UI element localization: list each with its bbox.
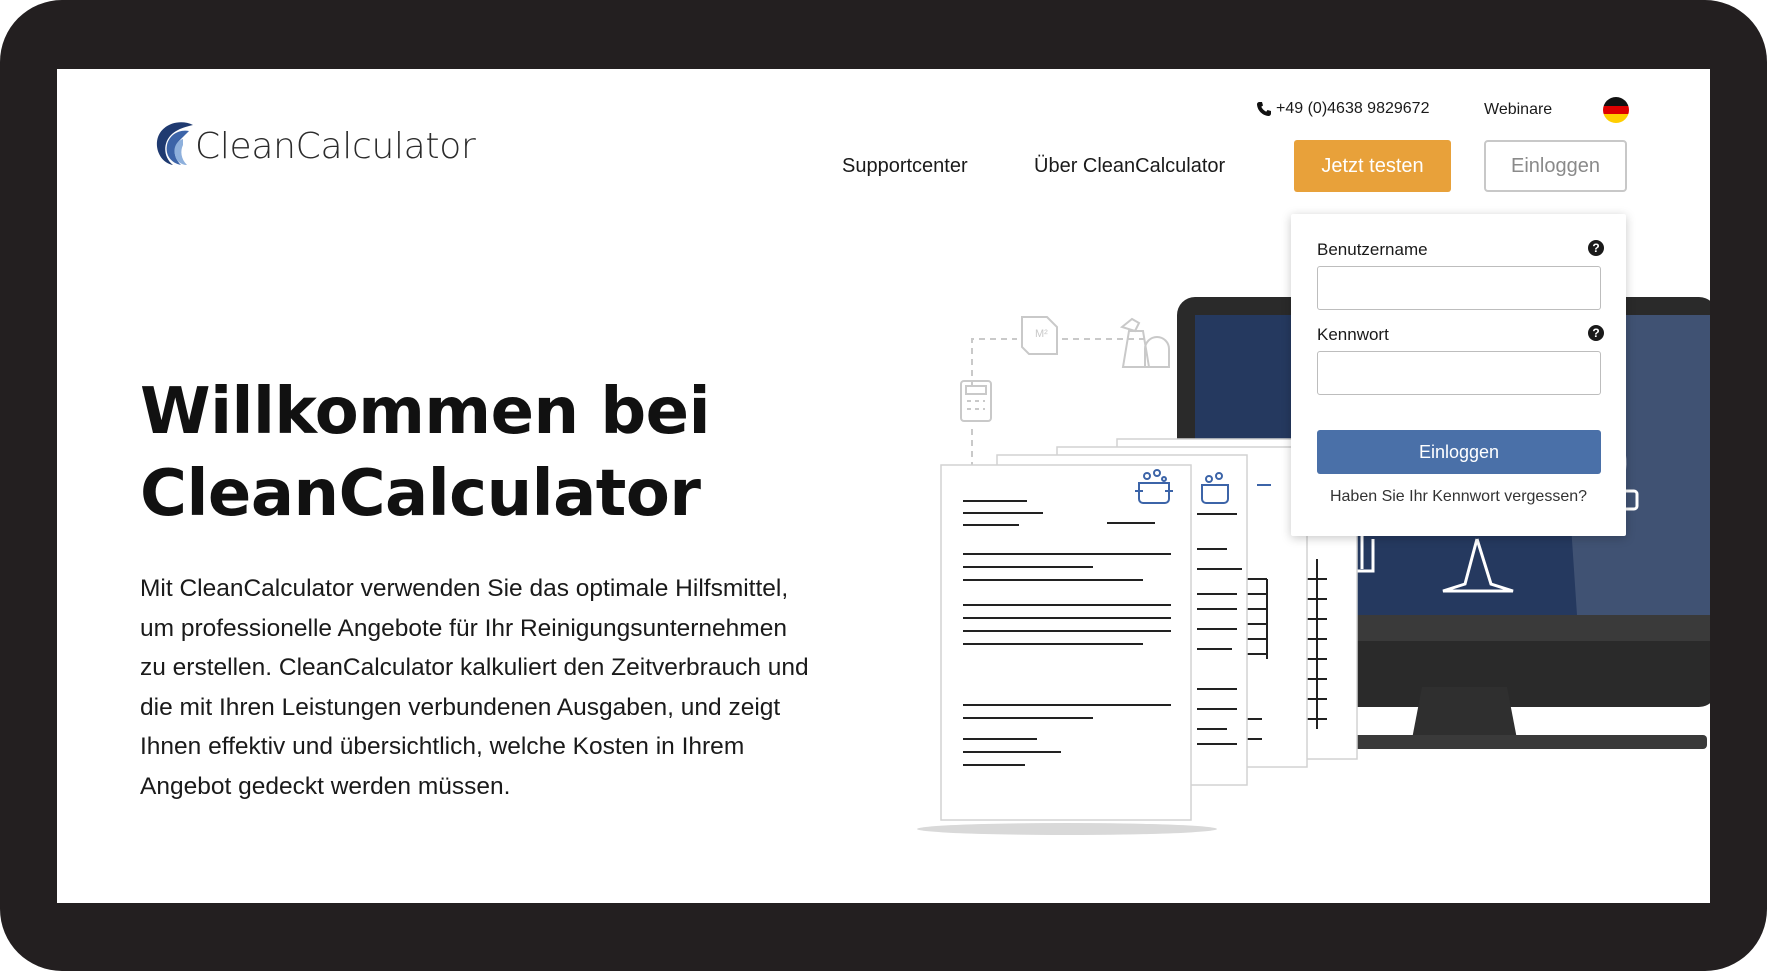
phone-icon <box>1256 101 1272 117</box>
hero-text-line: zu erstellen. CleanCalculator kalkuliert den Zeitverbrauch und <box>140 654 809 681</box>
login-toggle-button[interactable]: Einloggen <box>1484 140 1627 192</box>
svg-text:M²: M² <box>1035 328 1048 340</box>
hero-text-line: um professionelle Angebote für Ihr Reinigungsunternehmen <box>140 614 787 642</box>
try-now-button[interactable]: Jetzt testen <box>1294 140 1451 192</box>
brand-logo[interactable] <box>153 119 476 179</box>
forgot-password-link[interactable]: Haben Sie Ihr Kennwort vergessen? <box>1329 488 1588 505</box>
phone-number: +49 (0)4638 9829672 <box>1276 100 1430 117</box>
hero-title <box>140 371 840 535</box>
phone-link[interactable] <box>1256 100 1429 118</box>
password-input[interactable] <box>1317 351 1601 395</box>
username-help-icon[interactable]: ? <box>1588 240 1604 256</box>
wave-logo-icon <box>153 119 197 171</box>
hero-title-line: CleanCalculator <box>140 457 701 531</box>
hero-title-line: Willkommen bei <box>140 375 710 449</box>
password-help-icon[interactable]: ? <box>1588 325 1604 341</box>
login-dropdown <box>1291 214 1626 536</box>
hero-description <box>140 569 900 806</box>
hero-text-line: Ihnen effektiv und übersichtlich, welche Kosten in Ihrem <box>140 733 745 760</box>
webinar-link[interactable]: Webinare <box>1484 101 1553 118</box>
hero-text-line: die mit Ihren Leistungen verbundenen Ausgaben, und zeigt <box>140 693 781 721</box>
hero-text-line: Angebot gedeckt werden müssen. <box>140 772 511 800</box>
german-flag-icon[interactable] <box>1603 97 1629 123</box>
username-label: Benutzername <box>1317 240 1428 259</box>
login-submit-button[interactable]: Einloggen <box>1317 430 1601 474</box>
password-label: Kennwort <box>1317 325 1389 344</box>
browser-viewport <box>57 69 1710 903</box>
nav-supportcenter[interactable]: Supportcenter <box>842 155 968 177</box>
hero-text-line: Mit CleanCalculator verwenden Sie das optimale Hilfsmittel, <box>140 575 789 602</box>
nav-about[interactable]: Über CleanCalculator <box>1034 155 1226 177</box>
username-input[interactable] <box>1317 266 1601 310</box>
brand-name: CleanCalculator <box>195 126 476 167</box>
